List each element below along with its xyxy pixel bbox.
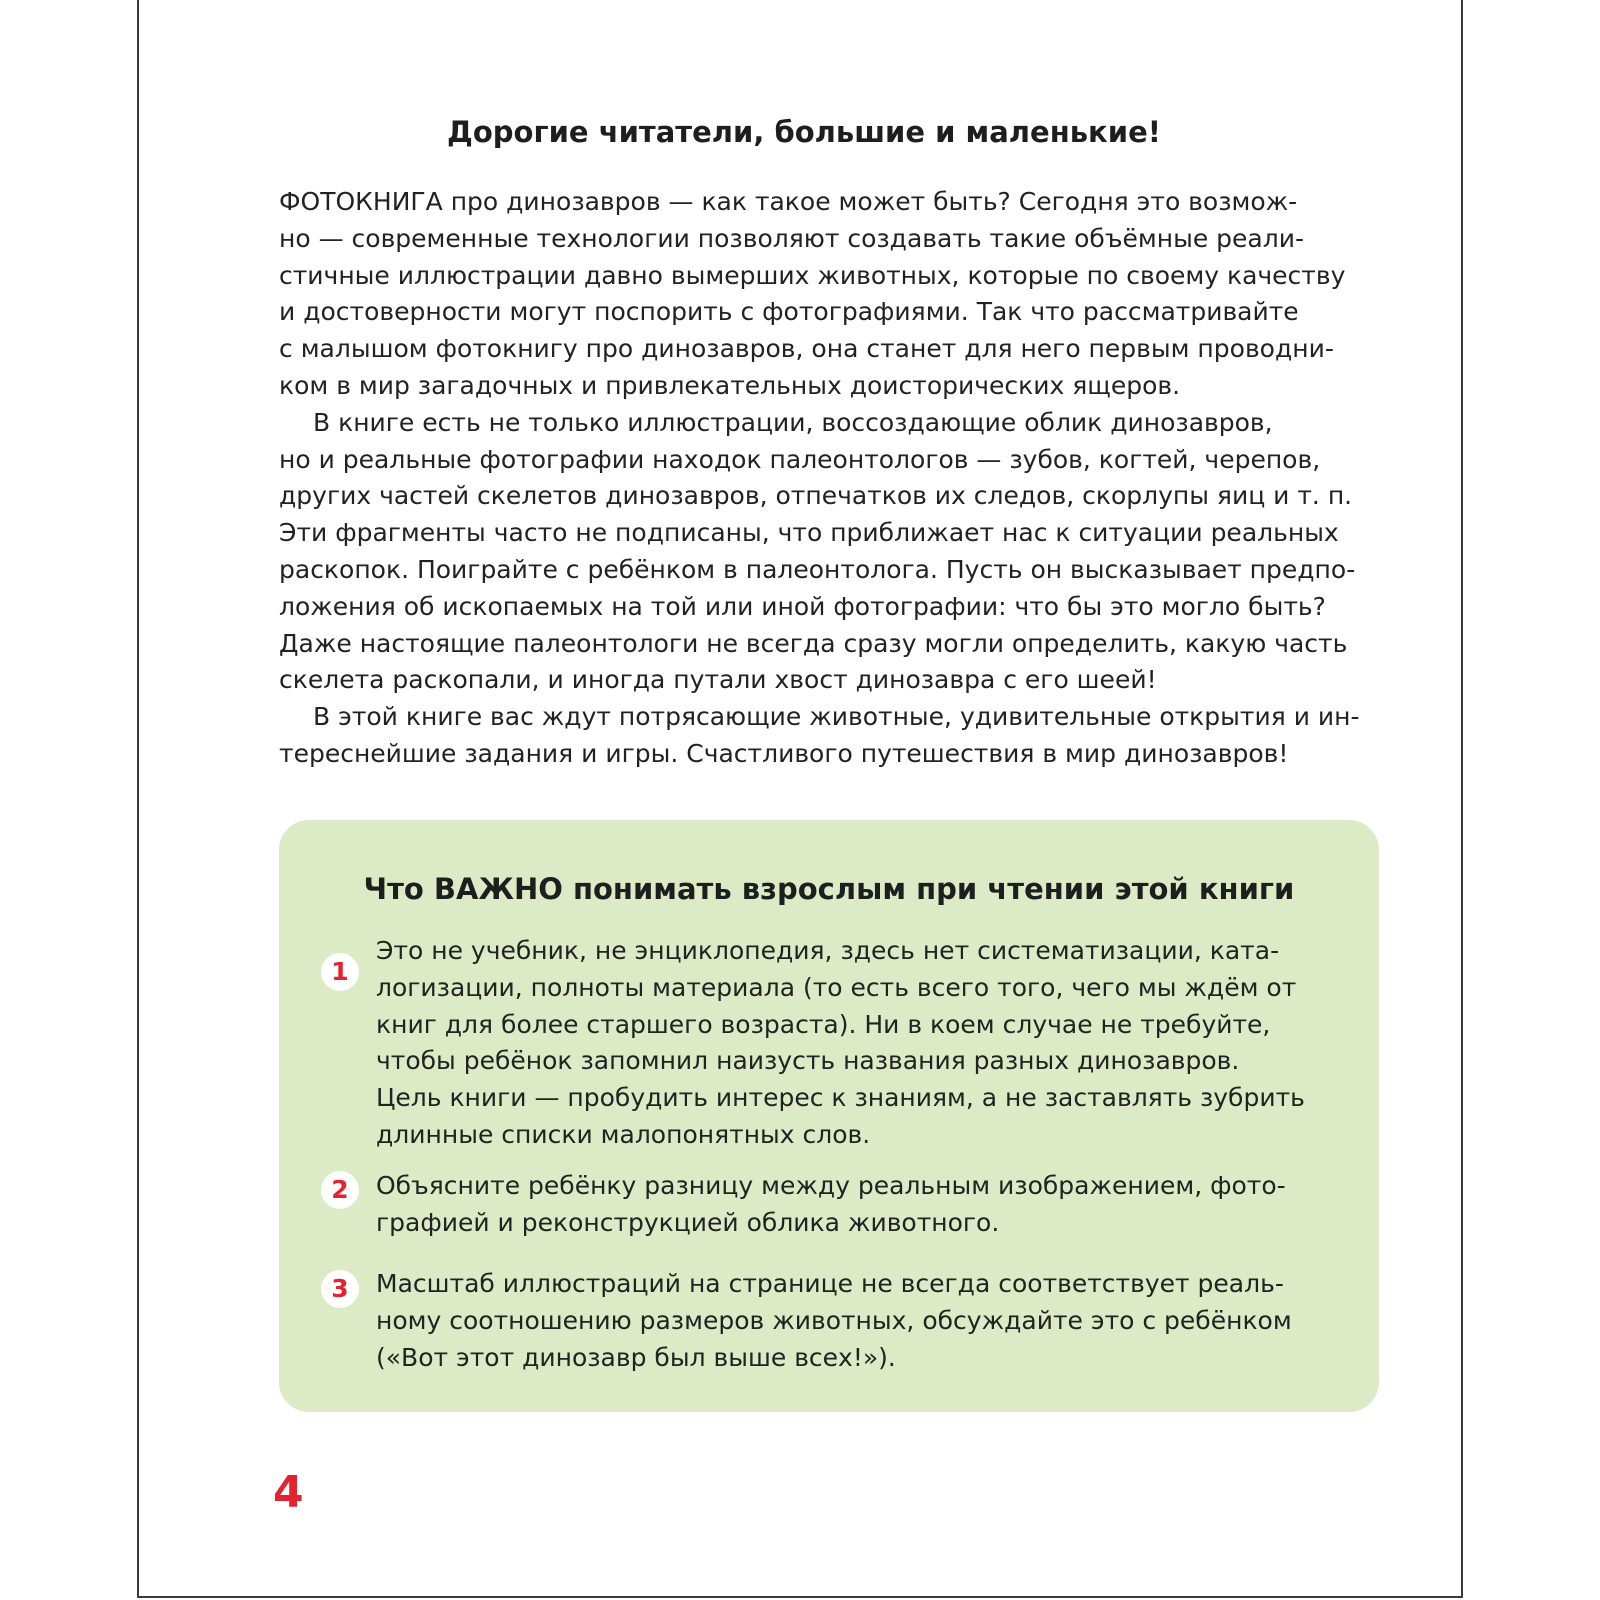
note-line: графией и реконструкцией облика животного. xyxy=(376,1207,1000,1237)
note-line: чтобы ребёнок запомнил наизусть названия разных динозавров. xyxy=(376,1046,1240,1076)
intro-line: других частей скелетов динозавров, отпечатков их следов, скорлупы яиц и т. п. xyxy=(279,481,1353,511)
important-notes-title: Что ВАЖНО понимать взрослым при чтении этой книги xyxy=(363,872,1295,906)
intro-line: раскопок. Поиграйте с ребёнком в палеонтолога. Пусть он высказывает предпо- xyxy=(279,554,1356,584)
note-text xyxy=(376,933,1356,1154)
intro-text xyxy=(279,184,1369,773)
intro-line: В книге есть не только иллюстрации, воссоздающие облик динозавров, xyxy=(313,407,1273,437)
note-text xyxy=(376,1266,1356,1376)
note-line: Цель книги — пробудить интерес к знаниям, а не заставлять зубрить xyxy=(376,1083,1305,1113)
intro-line: тереснейшие задания и игры. Счастливого путешествия в мир динозавров! xyxy=(279,738,1289,768)
note-line: логизации, полноты материала (то есть всего того, чего мы ждём от xyxy=(376,972,1297,1002)
number-badge: 2 xyxy=(321,1171,359,1209)
intro-line: ФОТОКНИГА про динозавров — как такое может быть? Сегодня это возмож- xyxy=(279,187,1298,216)
note-text xyxy=(376,1168,1356,1242)
number-badge: 1 xyxy=(321,953,359,991)
intro-line: ком в мир загадочных и привлекательных доисторических ящеров. xyxy=(279,370,1181,400)
intro-line: скелета раскопали, и иногда путали хвост динозавра с его шеей! xyxy=(279,665,1157,695)
intro-line: но — современные технологии позволяют создавать такие объёмные реали- xyxy=(279,223,1304,253)
note-line: ному соотношению размеров животных, обсуждайте это с ребёнком xyxy=(376,1305,1292,1335)
important-notes-box xyxy=(279,820,1379,1412)
page-title: Дорогие читатели, большие и маленькие! xyxy=(447,115,1161,149)
intro-line: с малышом фотокнигу про динозавров, она станет для него первым проводни- xyxy=(279,334,1334,364)
note-line: Объясните ребёнку разницу между реальным изображением, фото- xyxy=(376,1171,1286,1200)
intro-line: ложения об ископаемых на той или иной фотографии: что бы это могло быть? xyxy=(279,591,1326,621)
intro-line: но и реальные фотографии находок палеонтологов — зубов, когтей, черепов, xyxy=(279,444,1321,474)
intro-line: Эти фрагменты часто не подписаны, что приближает нас к ситуации реальных xyxy=(279,518,1339,548)
intro-line: Даже настоящие палеонтологи не всегда сразу могли определить, какую часть xyxy=(279,628,1348,658)
number-badge: 3 xyxy=(321,1270,359,1308)
note-line: («Вот этот динозавр был выше всех!»). xyxy=(376,1342,896,1372)
note-line: длинные списки малопонятных слов. xyxy=(376,1119,871,1149)
intro-line: и достоверности могут поспорить с фотографиями. Так что рассматривайте xyxy=(279,297,1299,327)
note-line: Масштаб иллюстраций на странице не всегда соответствует реаль- xyxy=(376,1269,1284,1298)
note-line: Это не учебник, не энциклопедия, здесь нет систематизации, ката- xyxy=(376,936,1280,965)
intro-line: стичные иллюстрации давно вымерших животных, которые по своему качеству xyxy=(279,260,1346,290)
page-number: 4 xyxy=(273,1467,304,1518)
book-page xyxy=(137,0,1463,1598)
note-line: книг для более старшего возраста). Ни в коем случае не требуйте, xyxy=(376,1009,1271,1039)
intro-line: В этой книге вас ждут потрясающие животные, удивительные открытия и ин- xyxy=(313,702,1360,732)
